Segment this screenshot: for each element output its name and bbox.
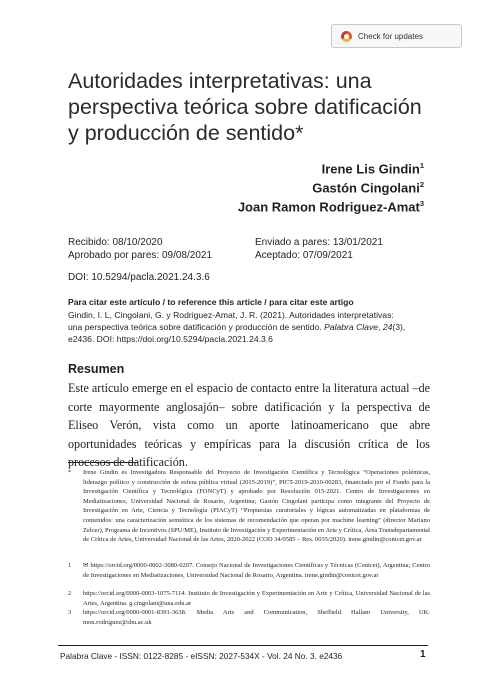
received-date: Recibido: 08/10/2020	[68, 237, 163, 248]
check-for-updates-button[interactable]	[331, 24, 462, 48]
footnote-mark: *	[68, 469, 72, 476]
citation-line-1: Gindin, I. L, Cingolani, G. y Rodriguez-Amat, J. R. (2021). Autoridades interpretativas:	[68, 310, 394, 320]
footer-divider	[58, 645, 428, 646]
citation-volume: 24	[382, 322, 393, 332]
footnote-text: Irene Gindin es Investigadora Responsable del Proyecto de Investigación Científica y Tecnológica “Operaciones polémicas, liderazgo político y construcción de esfera pública virtual (2015-2019)”, PICT-2019-2019-00283, financiado por el Fondo para la Investigación Científica y Tecnológica (FONCyT) y aprobado por Resolución 015-2021. Centro de Investigaciones en Mediatizaciones, Universidad Nacional de Rosario, Argentina; Gastón Cingolani participa como integrante del Proyecto de Investigación en Arte, Ciencia y Tecnología (PIACyT) “Propuestas curatoriales y lógicas automatizadas en plataformas de contenidos: una caracterización semiótica de los sistemas de recomendación que operan por machine learning” (director Mariano Zelcer), Programa de Incentivos (SPU/ME), Instituto de Investigación y Experimentación en Arte y Crítica, Área Transdepartamental de Crítica de Artes, Universidad Nacional de las Artes, 2020-2022 (COD 34/0585 – Res. 0035/2020). irene.gindin@conicet.gov.ar	[83, 469, 430, 544]
footnote-mark: 2	[68, 590, 72, 597]
citation-line-2: una perspectiva teórica sobre datificación y producción de sentido.	[68, 322, 325, 332]
footnote-mark: 1	[68, 562, 72, 569]
author-2	[312, 180, 424, 195]
citation-separator: ,	[378, 322, 383, 332]
author-mark: 1	[419, 161, 424, 170]
article-title	[68, 68, 428, 146]
footnote-text[interactable]: ✉ https://orcid.org/0000-0002-3080-0207. Consejo Nacional de Investigaciones Científicas y Técnicas (Conicet), Argentina; Centro de Investigaciones en Mediatizaciones, Universidad Nacional de Rosario, Argentina. irene.gindin@conicet.gov.ar	[83, 562, 430, 579]
title-line: perspectiva teórica sobre datificación	[68, 95, 422, 119]
author-mark: 3	[419, 199, 424, 208]
accepted-date: Aceptado: 07/09/2021	[255, 250, 353, 261]
approved-by-pairs-date: Aprobado por pares: 09/08/2021	[68, 250, 212, 261]
citation-doi-link[interactable]: e2436. DOI: https://doi.org/10.5294/pacla.2021.24.3.6	[68, 334, 273, 344]
footnote-3	[68, 608, 430, 627]
citation-text	[68, 309, 438, 345]
footnote-text[interactable]: https://orcid.org/0000-0001-8391-3638. Media Arts and Communication, Sheffield Hallam University, UK. mon.rodriguez@shu.ac.uk	[83, 609, 430, 626]
abstract-text: Este artículo emerge en el espacio de contacto entre la literatura actual –de corte mayormente anglosajón– sobre datificación y la perspectiva de Eliseo Verón, vista como un aporte latinoamericano que abre oportunidades teóricas y empíricas para la discusión crítica de los procesos de datificación.	[68, 381, 430, 469]
author-name: Joan Ramon Rodriguez-Amat	[237, 199, 420, 215]
journal-footer: Palabra Clave - ISSN: 0122-8285 - eISSN: 2027-534X - Vol. 24 No. 3. e2436	[60, 651, 343, 661]
author-3	[238, 199, 424, 214]
author-1	[322, 161, 424, 176]
sent-to-pairs-date: Enviado a pares: 13/01/2021	[255, 237, 383, 248]
author-name: Irene Lis Gindin	[321, 161, 420, 177]
footnote-1	[68, 561, 430, 580]
author-name: Gastón Cingolani	[312, 180, 420, 196]
page-number: 1	[420, 649, 426, 660]
citation-journal: Palabra Clave	[324, 322, 379, 332]
footnote-text[interactable]: https://orcid.org/0000-0003-1075-7114. Instituto de Investigación y Experimentación en Arte y Crítica, Universidad Nacional de las Artes, Argentina. g.cingolani@una.edu.ar	[83, 590, 430, 607]
article-doi: DOI: 10.5294/pacla.2021.24.3.6	[68, 272, 210, 283]
abstract-heading: Resumen	[68, 362, 125, 376]
author-mark: 2	[419, 180, 424, 189]
footnote-star	[68, 468, 430, 545]
footnote-2	[68, 589, 430, 608]
footnote-mark: 3	[68, 609, 72, 616]
title-line: Autoridades interpretativas: una	[68, 69, 372, 93]
citation-heading: Para citar este artículo / to reference this article / para citar este artigo	[68, 297, 354, 307]
footnote-divider	[68, 462, 138, 463]
check-for-updates-label: Check for updates	[358, 31, 423, 41]
title-line: y producción de sentido*	[68, 121, 304, 145]
crossmark-icon	[341, 31, 352, 42]
citation-issue: (3),	[392, 322, 406, 332]
